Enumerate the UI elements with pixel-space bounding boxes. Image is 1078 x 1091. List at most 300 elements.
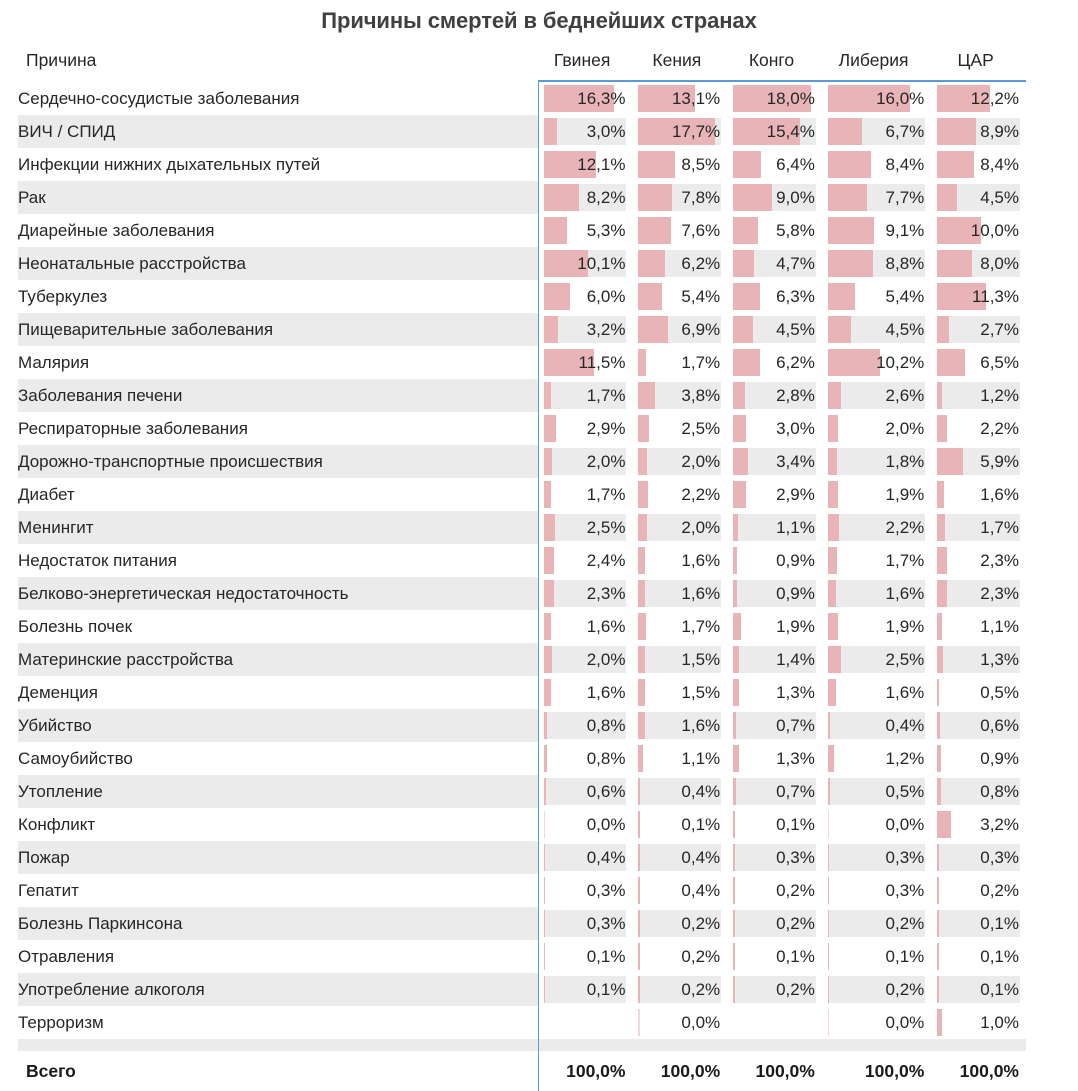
cell-value: 2,0% [681,518,721,537]
cell-value: 1,6% [586,617,626,636]
data-cell [931,709,1026,742]
data-bar [733,712,736,739]
total-value-4: 100,0% [931,1051,1026,1091]
data-cell [822,115,931,148]
table-row [18,445,1026,478]
data-cell [931,478,1026,511]
cell-value: 0,4% [681,782,721,801]
cell-value: 0,2% [776,980,815,999]
data-bar [733,415,746,442]
row-label: Болезнь почек [18,616,133,636]
table-row [18,214,1026,247]
data-bar [733,877,735,904]
data-cell [538,907,633,940]
data-cell [538,643,633,676]
data-cell [538,412,633,445]
table-row [18,940,1026,973]
cell-value: 1,3% [980,650,1019,669]
data-cell [822,148,931,181]
row-label: Диарейные заболевания [18,220,215,240]
cell-value: 1,7% [586,386,626,405]
data-cell [931,445,1026,478]
cell-value: 16,0% [876,89,925,108]
cell-value: 4,5% [776,320,815,339]
table-row [18,478,1026,511]
data-cell [822,808,931,841]
cell-value: 0,1% [980,947,1019,966]
data-bar [544,844,546,871]
data-bar [828,514,839,541]
cell-value: 1,0% [980,1013,1019,1032]
data-bar [937,415,947,442]
table-row [18,148,1026,181]
data-bar [638,646,645,673]
cell-value: 0,2% [885,980,925,999]
data-bar [733,679,739,706]
data-cell [931,82,1026,115]
data-bar [733,580,737,607]
data-bar [828,118,862,145]
data-cell [822,577,931,610]
cell-value: 1,6% [980,485,1019,504]
data-cell [538,808,633,841]
data-cell [538,148,633,181]
data-bar [828,943,830,970]
data-cell [931,775,1026,808]
cell-value: 2,4% [586,551,626,570]
data-cell [538,181,633,214]
total-value-1: 100,0% [632,1051,727,1091]
data-cell [727,907,822,940]
data-cell [822,214,931,247]
cell-value: 0,1% [776,815,815,834]
total-value-2: 100,0% [727,1051,822,1091]
footer-spacer-cell-2 [727,1039,822,1051]
data-cell [632,907,727,940]
row-label: Пожар [18,841,538,874]
cell-value: 0,0% [586,815,626,834]
cell-value: 1,6% [681,716,721,735]
data-bar [544,679,551,706]
cell-value: 1,1% [681,749,721,768]
data-bar [828,613,838,640]
data-cell [632,775,727,808]
table-row [18,346,1026,379]
cell-value: 3,2% [980,815,1019,834]
data-bar [937,250,972,277]
data-cell [931,148,1026,181]
cell-value: 0,3% [885,881,925,900]
cell-value: 1,6% [885,584,925,603]
cell-value: 2,3% [980,551,1019,570]
data-cell [727,82,822,115]
data-bar [638,316,668,343]
cell-value: 0,6% [586,782,626,801]
cell-value: 2,0% [885,419,925,438]
data-cell [632,478,727,511]
data-cell [727,643,822,676]
data-bar [828,283,856,310]
data-bar [733,151,761,178]
table-row [18,775,1026,808]
data-cell [822,775,931,808]
cell-value: 0,7% [776,716,815,735]
cell-value: 18,0% [766,89,815,108]
cell-value: 0,9% [980,749,1019,768]
cell-value: 6,7% [885,122,925,141]
cell-value: 1,6% [586,683,626,702]
data-cell [727,445,822,478]
data-cell [727,610,822,643]
data-cell [632,412,727,445]
column-header-cause: Причина [18,40,538,80]
cell-value: 1,3% [776,749,815,768]
table-row [18,676,1026,709]
cell-value: 2,9% [586,419,626,438]
data-cell [632,874,727,907]
cell-value: 2,5% [681,419,721,438]
data-cell [822,247,931,280]
row-label: ВИЧ / СПИД [18,115,538,148]
data-cell [632,1006,727,1039]
table-row [18,115,1026,148]
data-cell [727,214,822,247]
data-cell [632,181,727,214]
cell-value: 1,6% [885,683,925,702]
column-header-country-2: Конго [727,40,822,80]
cell-value: 1,9% [885,485,925,504]
row-label: Конфликт [18,814,96,834]
cell-value: 0,2% [776,914,815,933]
data-bar [828,349,880,376]
data-bar [544,118,557,145]
data-bar [828,151,871,178]
data-bar [937,712,940,739]
data-bar [638,514,647,541]
cell-value: 2,3% [980,584,1019,603]
data-cell [632,82,727,115]
data-bar [937,580,947,607]
data-cell [822,907,931,940]
data-cell [727,280,822,313]
data-bar [638,811,640,838]
data-cell [632,544,727,577]
data-bar [937,349,965,376]
data-bar [733,184,772,211]
table-row [18,1006,1026,1039]
cell-value: 0,4% [586,848,626,867]
table-row [18,82,1026,115]
row-label: Рак [18,181,538,214]
cell-value: 1,7% [980,518,1019,537]
table-row [18,841,1026,874]
data-bar [638,877,640,904]
cell-value: 0,1% [586,980,626,999]
data-cell [727,775,822,808]
causes-of-death-table [18,40,1026,1091]
data-cell [931,379,1026,412]
data-bar [937,844,939,871]
cell-value: 1,9% [776,617,815,636]
cell-value: 1,8% [885,452,925,471]
data-cell [727,544,822,577]
data-cell [822,511,931,544]
data-bar [638,1009,640,1036]
data-cell [632,115,727,148]
cell-value: 12,2% [970,89,1019,108]
data-cell [727,742,822,775]
table-row [18,181,1026,214]
cell-background [544,1009,627,1036]
data-cell [538,874,633,907]
cell-value: 0,2% [681,914,721,933]
data-cell [931,874,1026,907]
cell-value: 2,0% [681,452,721,471]
row-label: Неонатальные расстройства [18,247,538,280]
data-bar [828,778,831,805]
footer-spacer-cell-1 [632,1039,727,1051]
data-cell [632,940,727,973]
cell-value: 2,8% [776,386,815,405]
cell-value: 1,4% [776,650,815,669]
data-cell [931,313,1026,346]
row-label: Терроризм [18,1012,104,1032]
data-cell [632,313,727,346]
cell-value: 6,0% [586,287,626,306]
data-cell [538,280,633,313]
cell-value: 0,1% [586,947,626,966]
cell-value: 5,8% [776,221,815,240]
data-bar [544,514,555,541]
table-row [18,610,1026,643]
row-label: Дорожно-транспортные происшествия [18,445,538,478]
data-bar [937,613,942,640]
data-bar [544,217,567,244]
table-row [18,544,1026,577]
data-bar [638,547,645,574]
data-cell [931,841,1026,874]
data-cell [822,709,931,742]
total-label: Всего [18,1051,538,1091]
data-cell [727,247,822,280]
data-bar [544,877,546,904]
cell-value: 0,5% [885,782,925,801]
data-cell [727,577,822,610]
data-bar [937,448,963,475]
data-cell [538,115,633,148]
data-cell [538,346,633,379]
data-bar [828,580,836,607]
cell-value: 2,2% [885,518,925,537]
cell-value: 0,3% [586,914,626,933]
data-bar [638,778,640,805]
data-bar [733,976,735,1003]
data-cell [931,643,1026,676]
cell-value: 17,7% [671,122,721,141]
total-row [18,1051,1026,1091]
data-bar [733,613,741,640]
data-bar [544,547,554,574]
cell-value: 11,5% [578,353,626,372]
data-bar [733,217,758,244]
data-cell [931,973,1026,1006]
data-bar [544,811,546,838]
cell-value: 2,5% [586,518,626,537]
data-cell [632,808,727,841]
data-bar [937,778,941,805]
data-bar [544,745,548,772]
data-bar [638,481,648,508]
data-cell [538,610,633,643]
data-cell [632,214,727,247]
data-cell [632,148,727,181]
cell-value: 0,5% [980,683,1019,702]
data-cell [727,148,822,181]
data-bar [638,844,640,871]
table-row [18,808,1026,841]
data-bar [937,745,941,772]
cell-value: 15,4% [766,122,815,141]
data-bar [733,250,753,277]
footer-spacer-cause [18,1039,538,1051]
cell-value: 2,5% [885,650,925,669]
row-label: Малярия [18,352,90,372]
data-bar [638,184,672,211]
cell-value: 0,2% [980,881,1019,900]
table-footer [18,1039,1026,1091]
cell-value: 0,2% [776,881,815,900]
cell-value: 1,5% [681,650,721,669]
cell-value: 9,0% [776,188,815,207]
data-bar [733,745,739,772]
cell-value: 8,5% [681,155,721,174]
row-label: Туберкулез [18,286,108,306]
data-cell [538,478,633,511]
data-cell [822,313,931,346]
cell-value: 1,7% [681,353,721,372]
data-cell [822,280,931,313]
data-cell [931,511,1026,544]
data-cell [931,181,1026,214]
cell-value: 0,2% [681,947,721,966]
data-cell [632,742,727,775]
data-cell [538,940,633,973]
cell-value: 0,9% [776,584,815,603]
data-cell [931,577,1026,610]
data-bar [544,316,558,343]
data-bar [937,910,939,937]
data-cell [822,841,931,874]
data-bar [828,547,837,574]
data-cell [727,676,822,709]
data-bar [544,778,547,805]
cell-value: 1,2% [885,749,925,768]
row-label: Самоубийство [18,748,133,768]
data-bar [544,415,557,442]
table-body [18,82,1026,1039]
cell-value: 10,0% [970,221,1019,240]
data-bar [828,217,875,244]
data-cell [632,379,727,412]
data-cell [727,379,822,412]
data-bar [828,382,841,409]
cell-value: 13,1% [671,89,721,108]
data-bar [544,712,548,739]
data-bar [733,448,748,475]
data-cell [931,676,1026,709]
cell-value: 5,3% [586,221,626,240]
row-label: Материнские расстройства [18,643,538,676]
data-bar [937,514,944,541]
cell-value: 6,9% [681,320,721,339]
data-bar [937,118,976,145]
cell-value: 0,7% [776,782,815,801]
cell-value: 6,5% [980,353,1019,372]
data-cell [538,775,633,808]
data-bar [828,712,830,739]
row-label: Менингит [18,511,538,544]
data-cell [538,82,633,115]
data-cell [822,610,931,643]
data-bar [638,448,647,475]
row-label: Диабет [18,484,75,504]
data-bar [828,184,867,211]
cell-value: 7,7% [885,188,925,207]
data-cell [931,115,1026,148]
data-bar [638,712,645,739]
row-label: Гепатит [18,880,79,900]
data-bar [638,910,640,937]
data-cell [822,1006,931,1039]
cell-value: 1,7% [885,551,925,570]
data-bar [544,580,554,607]
data-bar [937,547,947,574]
data-cell [632,610,727,643]
data-bar [544,910,546,937]
cell-value: 4,7% [776,254,815,273]
cell-value: 3,4% [776,452,815,471]
data-cell [538,973,633,1006]
table-row [18,280,1026,313]
cell-value: 0,0% [681,1013,721,1032]
cell-value: 8,9% [980,122,1019,141]
cell-value: 2,2% [980,419,1019,438]
cell-value: 0,8% [586,716,626,735]
data-cell [538,841,633,874]
data-cell [727,709,822,742]
cell-value: 16,3% [577,89,626,108]
data-bar [937,184,957,211]
data-cell [822,676,931,709]
data-bar [733,283,760,310]
data-cell [538,313,633,346]
column-header-country-3: Либерия [822,40,931,80]
data-cell [931,742,1026,775]
data-cell [538,676,633,709]
data-cell [632,709,727,742]
cell-value: 3,0% [776,419,815,438]
data-bar [733,844,735,871]
data-cell [538,544,633,577]
cell-value: 0,9% [776,551,815,570]
data-cell [632,643,727,676]
data-bar [828,745,834,772]
cell-value: 2,7% [980,320,1019,339]
data-cell [632,577,727,610]
data-cell [822,874,931,907]
table-header [18,40,1026,82]
data-bar [733,811,735,838]
